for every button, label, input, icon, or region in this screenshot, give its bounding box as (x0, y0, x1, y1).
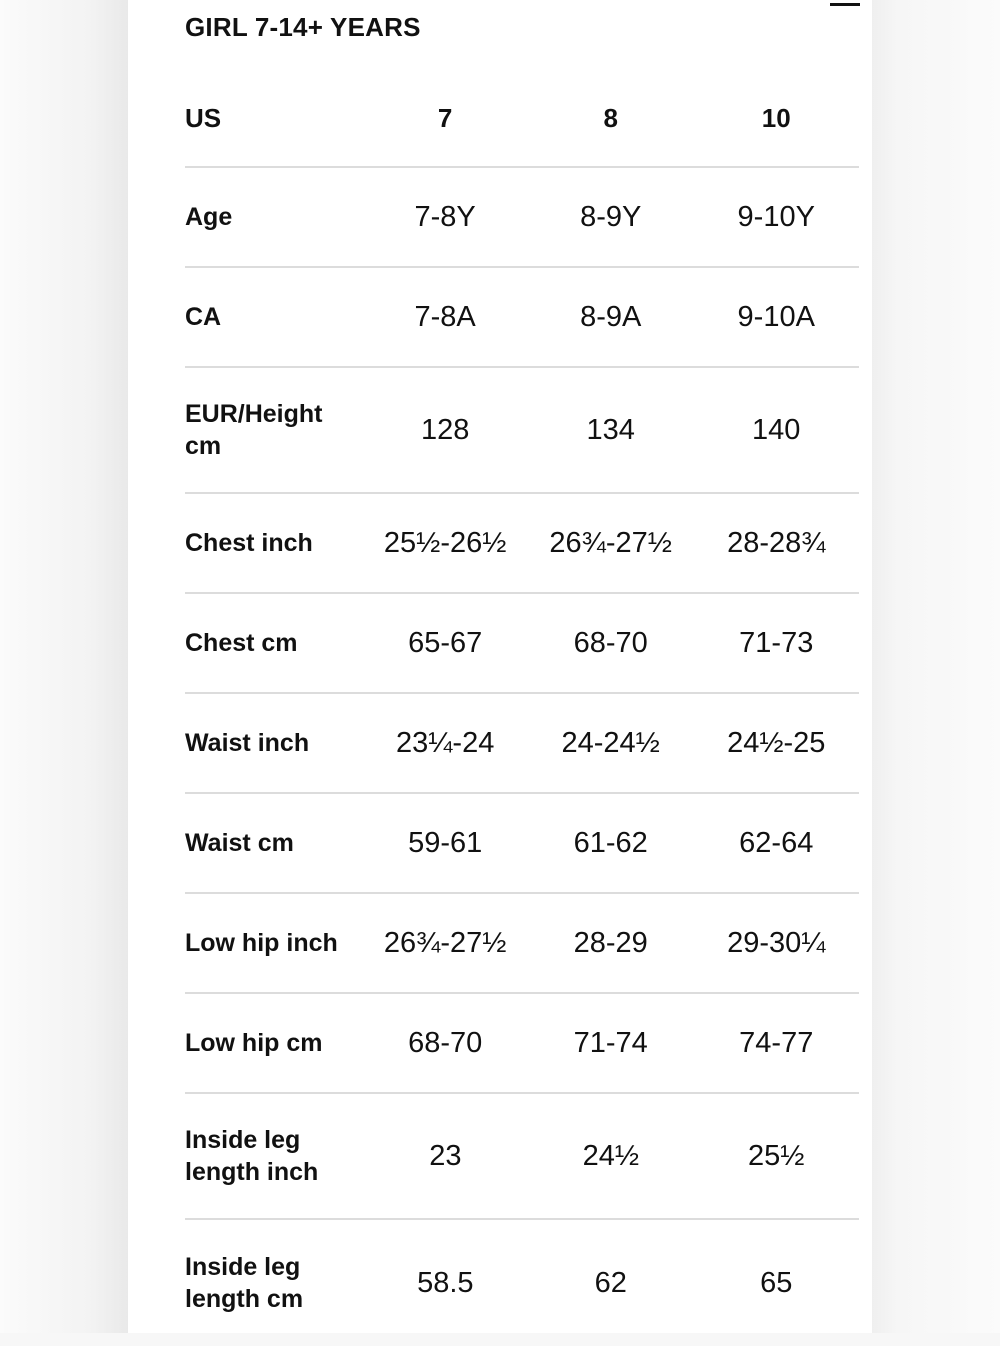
table-row (185, 594, 859, 694)
table-cell: 7-8Y (414, 200, 476, 233)
table-row (185, 1094, 859, 1220)
table-cell: 140 (752, 413, 801, 446)
table-cell: 74-77 (739, 1026, 814, 1059)
row-label: Inside leg length cm (185, 1253, 304, 1313)
table-cell: 8-9Y (580, 200, 642, 233)
table-cell: 59-61 (408, 826, 483, 859)
table-cell: 23¼-24 (395, 726, 495, 759)
size-guide-panel (128, 0, 872, 1333)
table-row (185, 168, 859, 268)
table-cell: 7-8A (414, 300, 476, 333)
minus-icon[interactable] (830, 3, 860, 6)
table-cell: 71-74 (573, 1026, 648, 1059)
table-row (185, 994, 859, 1094)
page-background-left (0, 0, 128, 1333)
table-cell: 62-64 (739, 826, 814, 859)
table-row (185, 494, 859, 594)
table-cell: 26¾-27½ (549, 526, 672, 559)
table-cell: 134 (586, 413, 635, 446)
table-cell: 8-9A (580, 300, 642, 333)
table-cell: 26¾-27½ (383, 926, 507, 959)
row-label: CA (185, 303, 222, 331)
table-cell: 24-24½ (561, 726, 660, 759)
row-label: Age (185, 203, 233, 231)
table-row (185, 368, 859, 494)
table-row (185, 1220, 859, 1346)
header-size: 8 (603, 102, 618, 133)
header-size: 7 (437, 102, 453, 133)
table-cell: 9-10A (737, 300, 815, 333)
row-label: Low hip cm (185, 1029, 323, 1057)
row-label: Waist inch (185, 729, 310, 757)
table-cell: 24½ (582, 1139, 640, 1172)
table-cell: 65-67 (408, 626, 483, 659)
table-cell: 9-10Y (737, 200, 815, 233)
header-size: 10 (761, 102, 791, 133)
header-label: US (185, 103, 222, 133)
table-cell: 71-73 (739, 626, 814, 659)
table-cell: 23 (429, 1139, 462, 1172)
row-label: Chest inch (185, 529, 313, 557)
table-row (185, 894, 859, 994)
table-cell: 61-62 (573, 826, 648, 859)
table-cell: 68-70 (573, 626, 648, 659)
page-background-right (872, 0, 1000, 1333)
table-cell: 24½-25 (727, 726, 826, 759)
row-label: Low hip inch (185, 929, 338, 957)
row-label: Chest cm (185, 629, 298, 657)
row-label: EUR/Height cm (185, 400, 323, 460)
table-row (185, 694, 859, 794)
table-cell: 28-28¾ (727, 526, 826, 559)
table-header-row (185, 70, 859, 168)
row-label: Inside leg length inch (185, 1126, 319, 1186)
table-cell: 29-30¼ (727, 926, 826, 959)
table-cell: 65 (760, 1266, 793, 1299)
row-label: Waist cm (185, 829, 294, 857)
size-guide-title: GIRL 7-14+ YEARS (185, 12, 421, 42)
table-cell: 28-29 (573, 926, 648, 959)
table-row (185, 794, 859, 894)
table-cell: 62 (594, 1266, 627, 1299)
table-cell: 25½-26½ (383, 526, 507, 559)
table-row (185, 268, 859, 368)
table-cell: 128 (421, 413, 470, 446)
size-table (185, 70, 859, 1346)
table-cell: 68-70 (408, 1026, 483, 1059)
table-cell: 25½ (748, 1139, 805, 1172)
table-cell: 58.5 (417, 1266, 474, 1299)
